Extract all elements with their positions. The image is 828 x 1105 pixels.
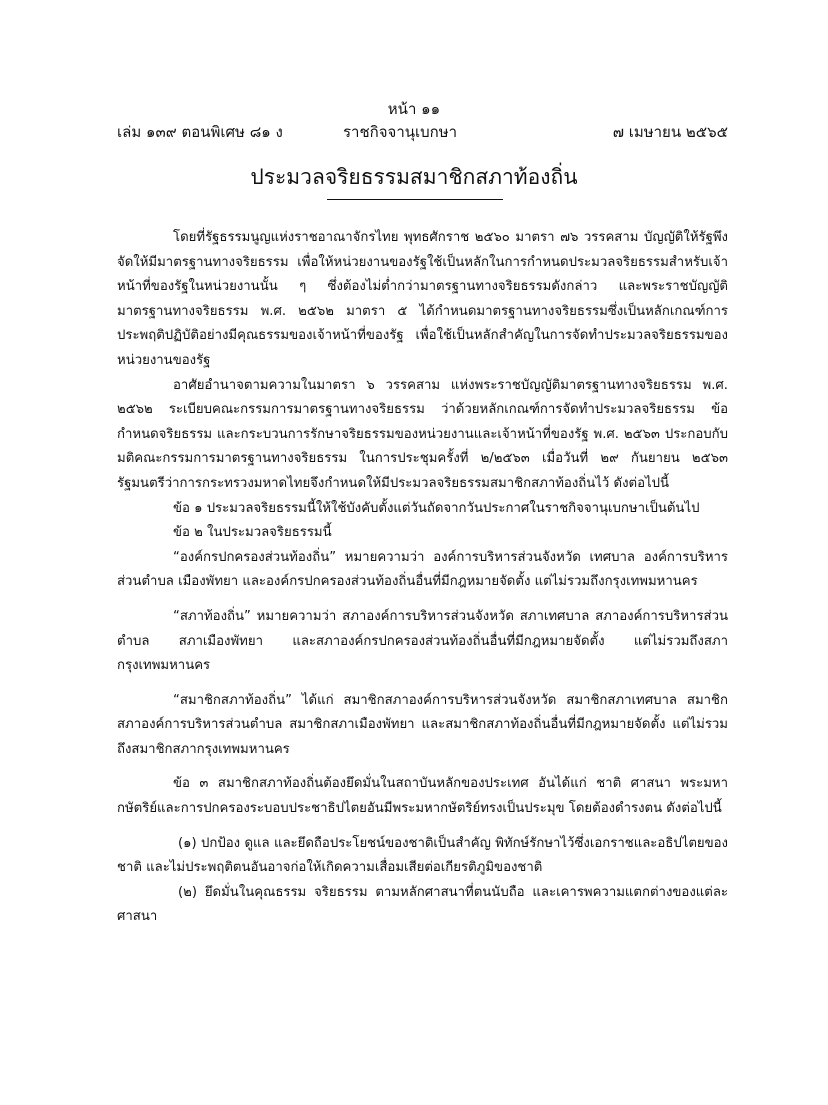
publication-date: ๗ เมษายน ๒๕๖๕ (612, 123, 728, 141)
definition-council-member: “สมาชิกสภาท้องถิ่น” ได้แก่ สมาชิกสภาองค์การบริหารส่วนจังหวัด สมาชิกสภาเทศบาล สมาชิกสภาองค์การบริหารส่วนตำบล สมาชิกสภาเมืองพัทยา และสมาชิกสภาท้องถิ่นอื่นที่มีกฎหมายจัดตั้ง แต่ไม่รวมถึงสมาชิกสภากรุงเทพมหานคร (117, 692, 728, 757)
gazette-header-line (117, 122, 728, 142)
clause-1: ข้อ ๑ ประมวลจริยธรรมนี้ให้ใช้บังคับตั้งแต่วันถัดจากวันประกาศในราชกิจจานุเบกษาเป็นต้นไป (173, 500, 700, 516)
preamble-paragraph-1: โดยที่รัฐธรรมนูญแห่งราชอาณาจักรไทย พุทธศักราช ๒๕๖๐ มาตรา ๗๖ วรรคสาม บัญญัติให้รัฐพึงจัดให้มีมาตรฐานทางจริยธรรม เพื่อให้หน่วยงานของรัฐใช้เป็นหลักในการกำหนดประมวลจริยธรรมสำหรับเจ้าหน้าที่ของรัฐในหน่วยงานนั้น ๆ ซึ่งต้องไม่ต่ำกว่ามาตรฐานทางจริยธรรมดังกล่าว และพระราชบัญญัติมาตรฐานทางจริยธรรม พ.ศ. ๒๕๖๒ มาตรา ๕ ได้กำหนดมาตรฐานทางจริยธรรมซึ่งเป็นหลักเกณฑ์การประพฤติปฏิบัติอย่างมีคุณธรรมของเจ้าหน้าที่ของรัฐ เพื่อใช้เป็นหลักสำคัญในการจัดทำประมวลจริยธรรมของหน่วยงานของรัฐ (117, 230, 728, 368)
clause-2: ข้อ ๒ ในประมวลจริยธรรมนี้ (173, 525, 332, 541)
definition-local-council: “สภาท้องถิ่น” หมายความว่า สภาองค์การบริหารส่วนจังหวัด สภาเทศบาล สภาองค์การบริหารส่วนตำบล สภาเมืองพัทยา และสภาองค์กรปกครองส่วนท้องถิ่นอื่นที่มีกฎหมายจัดตั้ง แต่ไม่รวมถึงสภากรุงเทพมหานคร (117, 608, 728, 674)
page-number: หน้า ๑๑ (387, 100, 441, 118)
clause-3: ข้อ ๓ สมาชิกสภาท้องถิ่นต้องยึดมั่นในสถาบันหลักของประเทศ อันได้แก่ ชาติ ศาสนา พระมหากษัตริย์และการปกครองระบอบประชาธิปไตยอันมีพระมหากษัตริย์ทรงเป็นประมุข โดยต้องดำรงตน ดังต่อไปนี้ (117, 776, 728, 817)
document-title: ประมวลจริยธรรมสมาชิกสภาท้องถิ่น (250, 165, 578, 189)
volume-issue: เล่ม ๑๓๙ ตอนพิเศษ ๘๑ ง (117, 123, 283, 141)
clause-3-item-1: (๑) ปกป้อง ดูแล และยึดถือประโยชน์ของชาติเป็นสำคัญ พิทักษ์รักษาไว้ซึ่งเอกราชและอธิปไตยของชาติ และไม่ประพฤติตนอันอาจก่อให้เกิดความเสื่อมเสียต่อเกียรติภูมิของชาติ (117, 835, 728, 876)
definition-local-government: “องค์กรปกครองส่วนท้องถิ่น” หมายความว่า องค์การบริหารส่วนจังหวัด เทศบาล องค์การบริหารส่วนตำบล เมืองพัทยา และองค์กรปกครองส่วนท้องถิ่นอื่นที่มีกฎหมายจัดตั้ง แต่ไม่รวมถึงกรุงเทพมหานคร (117, 549, 728, 590)
clause-3-item-2: (๒) ยึดมั่นในคุณธรรม จริยธรรม ตามหลักศาสนาที่ตนนับถือ และเคารพความแตกต่างของแต่ละศาสนา (117, 884, 728, 925)
title-underline (327, 199, 503, 200)
document-body (117, 226, 728, 930)
preamble-paragraph-2: อาศัยอำนาจตามความในมาตรา ๖ วรรคสาม แห่งพระราชบัญญัติมาตรฐานทางจริยธรรม พ.ศ. ๒๕๖๒ ระเบียบคณะกรรมการมาตรฐานทางจริยธรรม ว่าด้วยหลักเกณฑ์การจัดทำประมวลจริยธรรม ข้อกำหนดจริยธรรม และกระบวนการรักษาจริยธรรมของหน่วยงานและเจ้าหน้าที่ของรัฐ พ.ศ. ๒๕๖๓ ประกอบกับมติคณะกรรมการมาตรฐานทางจริยธรรม ในการประชุมครั้งที่ ๒/๒๕๖๓ เมื่อวันที่ ๒๙ กันยายน ๒๕๖๓ รัฐมนตรีว่าการกระทรวงมหาดไทยจึงกำหนดให้มีประมวลจริยธรรมสมาชิกสภาท้องถิ่นไว้ ดังต่อไปนี้ (117, 377, 728, 491)
publication-name: ราชกิจจานุเบกษา (343, 123, 458, 141)
